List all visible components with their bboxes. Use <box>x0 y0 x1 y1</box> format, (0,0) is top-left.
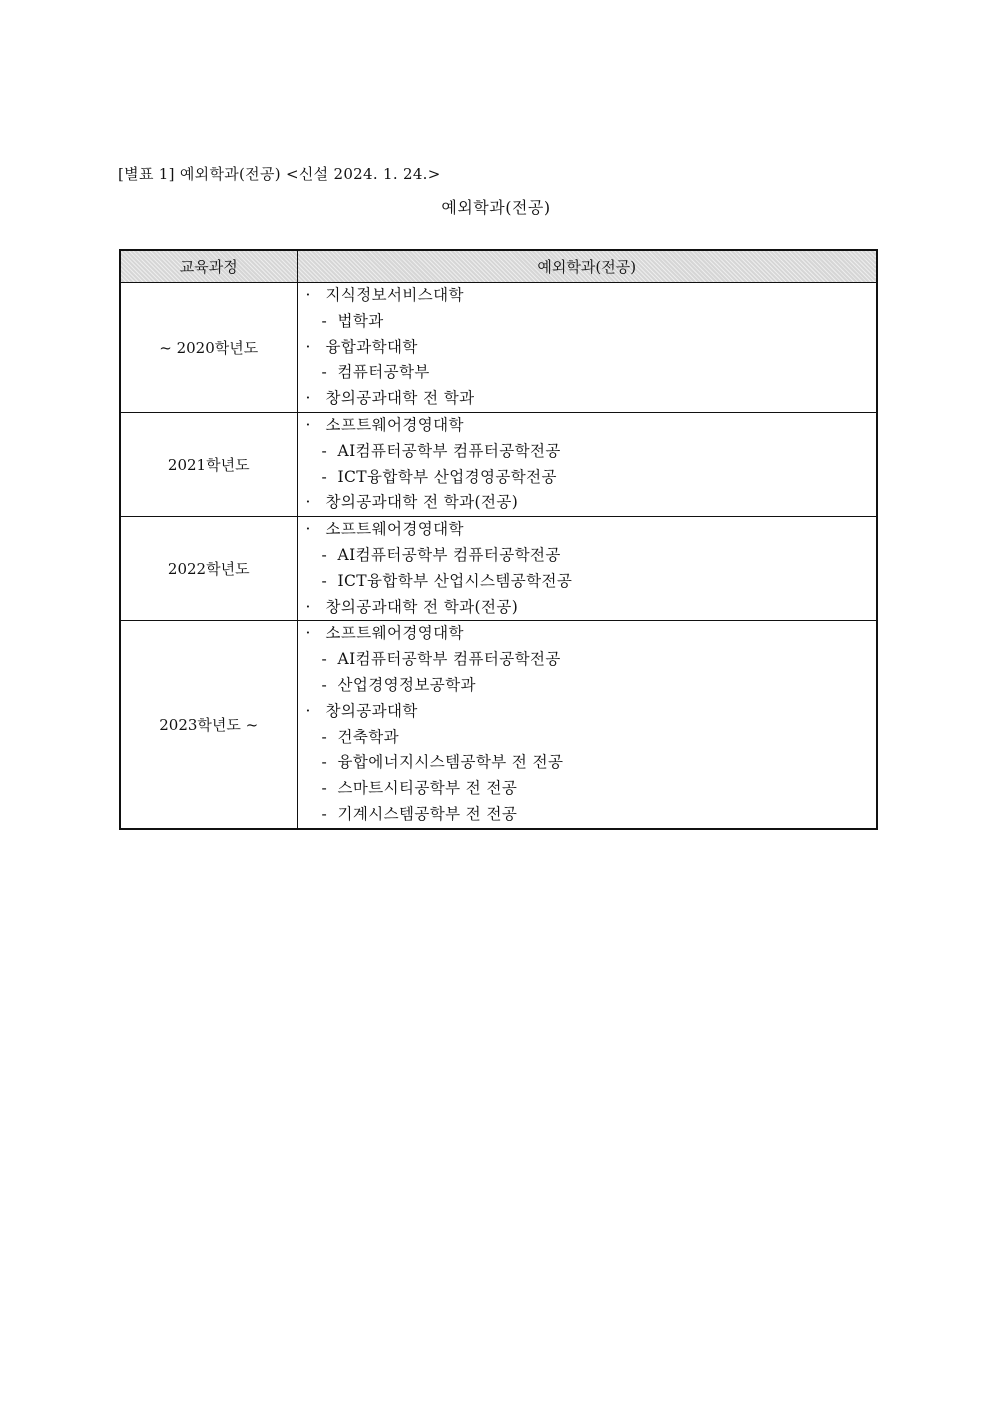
item-text: 스마트시티공학부 전 전공 <box>337 779 518 798</box>
curriculum-period: ~ 2020학년도 <box>120 283 297 413</box>
dash-marker: - <box>321 753 328 772</box>
item-text: ICT융합학부 산업시스템공학전공 <box>337 571 573 590</box>
header-exception-departments: 예외학과(전공) <box>297 250 877 283</box>
department-item <box>298 569 877 595</box>
college-item <box>298 386 877 412</box>
item-text: 기계시스템공학부 전 전공 <box>337 804 518 823</box>
curriculum-period: 2021학년도 <box>120 412 297 516</box>
dash-marker: - <box>321 311 328 330</box>
item-text: 소프트웨어경영대학 <box>325 624 464 643</box>
item-text: 지식정보서비스대학 <box>325 286 464 304</box>
item-text: 산업경영정보공학과 <box>337 675 476 694</box>
department-list <box>297 412 877 516</box>
item-text: 창의공과대학 전 학과(전공) <box>325 493 519 512</box>
bullet-marker: · <box>305 493 311 512</box>
bullet-marker: · <box>305 337 311 356</box>
item-text: AI컴퓨터공학부 컴퓨터공학전공 <box>337 545 561 564</box>
bullet-marker: · <box>305 286 311 304</box>
department-list <box>297 517 877 621</box>
department-item <box>298 802 877 828</box>
college-item <box>298 413 877 439</box>
dash-marker: - <box>321 571 328 590</box>
department-item <box>298 776 877 802</box>
college-item <box>298 595 877 621</box>
item-text: 창의공과대학 전 학과(전공) <box>325 597 519 616</box>
bullet-marker: · <box>305 389 311 408</box>
table-row <box>120 517 877 621</box>
bullet-marker: · <box>305 624 311 643</box>
dash-marker: - <box>321 545 328 564</box>
exception-departments-table <box>119 249 878 830</box>
college-item <box>298 621 877 647</box>
college-item <box>298 335 877 361</box>
item-text: 융합과학대학 <box>325 337 418 356</box>
curriculum-period: 2023학년도 ~ <box>120 621 297 829</box>
table-row <box>120 283 877 413</box>
item-text: AI컴퓨터공학부 컴퓨터공학전공 <box>337 650 561 669</box>
dash-marker: - <box>321 650 328 669</box>
item-text: 법학과 <box>337 311 384 330</box>
dash-marker: - <box>321 363 328 382</box>
item-text: 창의공과대학 전 학과 <box>325 389 475 408</box>
item-text: 창의공과대학 <box>325 701 418 720</box>
department-item <box>298 725 877 751</box>
table-title: 예외학과(전공) <box>441 198 551 217</box>
college-item <box>298 490 877 516</box>
dash-marker: - <box>321 804 328 823</box>
curriculum-period: 2022학년도 <box>120 517 297 621</box>
department-item <box>298 543 877 569</box>
dash-marker: - <box>321 441 328 460</box>
item-text: 컴퓨터공학부 <box>337 363 430 382</box>
item-text: 소프트웨어경영대학 <box>325 520 464 539</box>
table-header-row <box>120 250 877 283</box>
department-item <box>298 465 877 491</box>
item-text: 융합에너지시스템공학부 전 전공 <box>337 753 564 772</box>
department-list <box>297 621 877 829</box>
dash-marker: - <box>321 675 328 694</box>
department-item <box>298 439 877 465</box>
dash-marker: - <box>321 467 328 486</box>
page-heading: [별표 1] 예외학과(전공) <신설 2024. 1. 24.> <box>118 165 441 183</box>
item-text: AI컴퓨터공학부 컴퓨터공학전공 <box>337 441 561 460</box>
table-row <box>120 621 877 829</box>
table-row <box>120 412 877 516</box>
bullet-marker: · <box>305 701 311 720</box>
item-text: 건축학과 <box>337 727 399 746</box>
bullet-marker: · <box>305 520 311 539</box>
dash-marker: - <box>321 727 328 746</box>
department-item <box>298 673 877 699</box>
bullet-marker: · <box>305 597 311 616</box>
bullet-marker: · <box>305 415 311 434</box>
college-item <box>298 517 877 543</box>
college-item <box>298 283 877 309</box>
item-text: 소프트웨어경영대학 <box>325 415 464 434</box>
department-item <box>298 309 877 335</box>
department-item <box>298 360 877 386</box>
department-item <box>298 750 877 776</box>
department-item <box>298 647 877 673</box>
college-item <box>298 699 877 725</box>
dash-marker: - <box>321 779 328 798</box>
item-text: ICT융합학부 산업경영공학전공 <box>337 467 557 486</box>
header-curriculum: 교육과정 <box>120 250 297 283</box>
department-list <box>297 283 877 413</box>
